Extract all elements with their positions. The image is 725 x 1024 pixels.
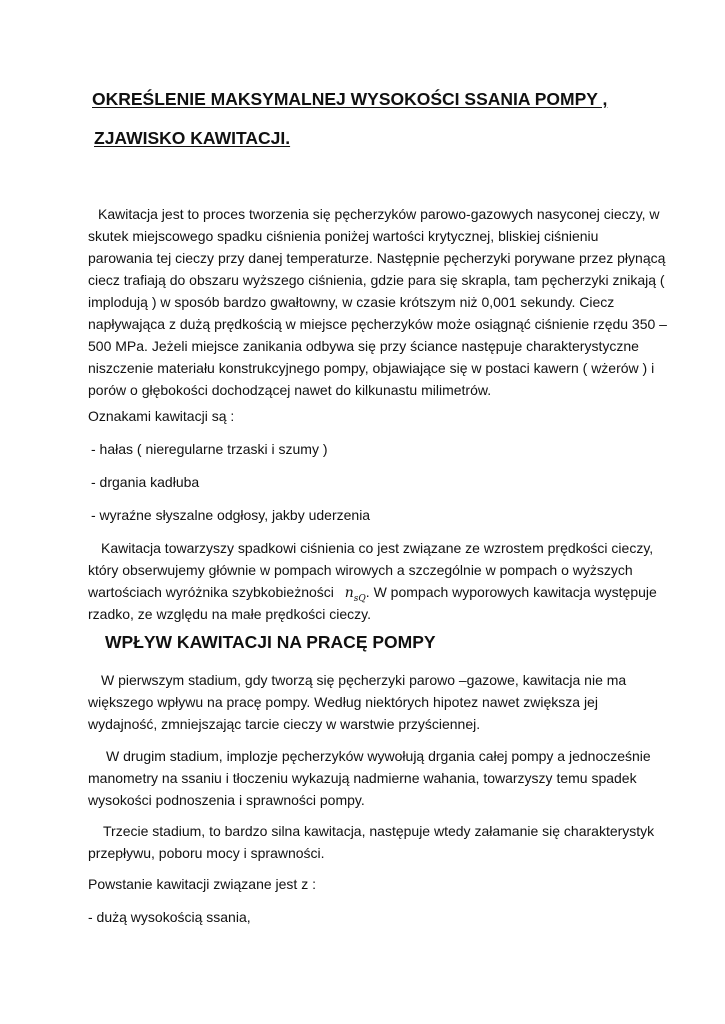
intro-line: implodują ) w sposób bardzo gwałtowny, w czasie krótszym niż 0,001 sekundy. Ciecz [88,294,615,310]
title-line-2 [88,127,290,149]
signs-item: - hałas ( nieregularne trzaski i szumy ) [91,441,328,457]
specific-speed-symbol [344,585,366,604]
intro-line: porów o głębokości dochodzącej nawet do kilkunastu milimetrów. [88,382,492,398]
accompany-line-2: który obserwujemy głównie w pompach wirowych a szczególnie w pompach o wyższych [88,562,633,578]
math-base: n [344,585,354,601]
stage2-line: wysokości podnoszenia i sprawności pompy. [88,792,365,808]
stage3-line: przepływu, poboru mocy i sprawności. [88,845,325,861]
accompany-line-4: rzadko, ze względu na małe prędkości cieczy. [88,606,371,622]
intro-line: niszczenie materiału konstrukcyjnego pompy, objawiające się w postaci kawern ( wżerów ) i [88,360,655,376]
accompany-line-3-before: wartościach wyróżnika szybkobieżności [88,584,334,600]
title-line-2-text: ZJAWISKO KAWITACJI. [94,128,291,148]
stage1-line: W pierwszym stadium, gdy tworzą się pęcherzyki parowo –gazowe, kawitacja nie ma [101,672,627,688]
intro-line: 500 MPa. Jeżeli miejsce zanikania odbywa się przy ściance następuje charakterystyczne [88,338,639,354]
causes-heading: Powstanie kawitacji związane jest z : [88,876,316,892]
causes-item: - dużą wysokością ssania, [88,909,251,925]
math-subscript: sQ [353,593,366,604]
accompany-line-3-after: . W pompach wyporowych kawitacja występuje [365,584,657,600]
title-line-1: OKREŚLENIE MAKSYMALNEJ WYSOKOŚCI SSANIA POMPY , [92,89,608,109]
stage1-line: większego wpływu na pracę pompy. Według niektórych hipotez nawet zwiększa jej [88,694,598,710]
signs-item: - wyraźne słyszalne odgłosy, jakby uderzenia [91,507,371,523]
intro-line: Kawitacja jest to proces tworzenia się pęcherzyków parowo-gazowych nasyconej cieczy, w [98,206,660,222]
intro-line: skutek miejscowego spadku ciśnienia poniżej wartości krytycznej, bliskiej ciśnieniu [88,228,599,244]
accompany-line-1: Kawitacja towarzyszy spadkowi ciśnienia co jest związane ze wzrostem prędkości cieczy, [101,540,654,556]
stage3-line: Trzecie stadium, to bardzo silna kawitacja, następuje wtedy załamanie się charakterystyk [103,823,655,839]
intro-line: parowania tej cieczy przy danej temperaturze. Następnie pęcherzyki porywane przez płynącą [88,250,666,266]
signs-item: - drgania kadłuba [91,474,200,490]
stage1-line: wydajność, zmniejszając tarcie cieczy w warstwie przyściennej. [88,716,481,732]
stage2-line: manometry na ssaniu i tłoczeniu wykazują nadmierne wahania, towarzyszy temu spadek [88,770,637,786]
intro-line: napływająca z dużą prędkością w miejsce pęcherzyków może osiągnąć ciśnienie rzędu 350 – [88,316,667,332]
signs-heading: Oznakami kawitacji są : [88,408,235,424]
intro-line: ciecz trafiają do obszaru wyższego ciśnienia, gdzie para się skrapla, tam pęcherzyki znikają ( [88,272,665,288]
stage2-line: W drugim stadium, implozje pęcherzyków wywołują drgania całej pompy a jednocześnie [106,748,651,764]
section-heading: WPŁYW KAWITACJI NA PRACĘ POMPY [105,632,436,652]
